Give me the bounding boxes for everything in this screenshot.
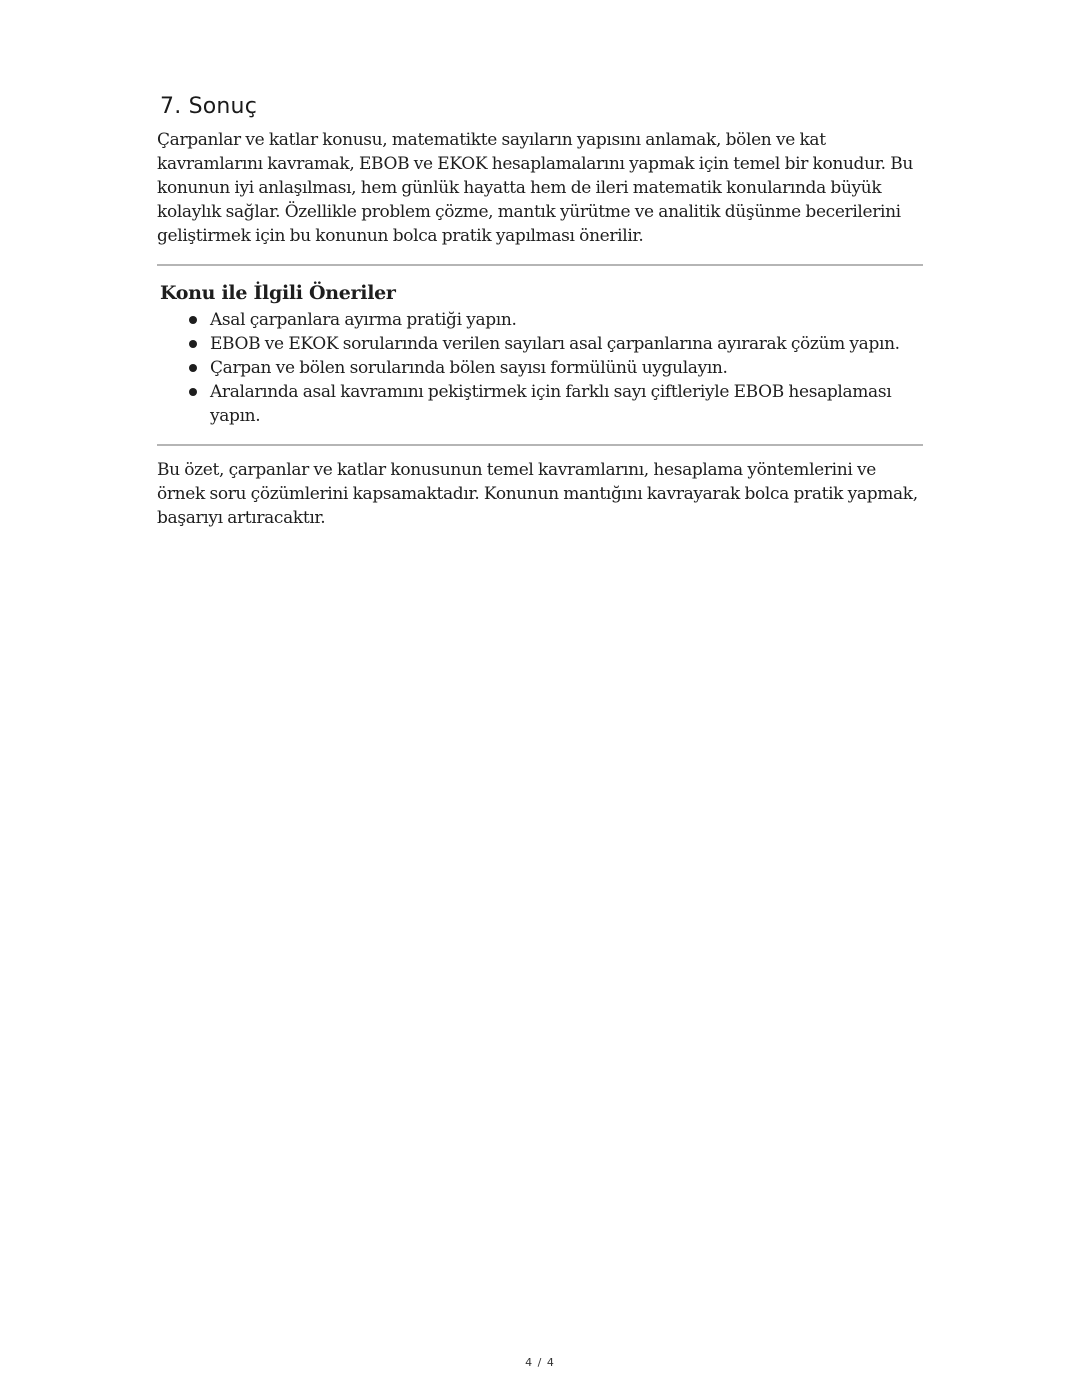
divider bbox=[157, 264, 923, 266]
bullet-icon bbox=[189, 316, 197, 324]
list-item-text: EBOB ve EKOK sorularında verilen sayıları asal çarpanlarına ayırarak çözüm yapın. bbox=[210, 334, 900, 354]
list-item bbox=[157, 356, 923, 380]
list-item bbox=[157, 308, 923, 332]
recommendations-list bbox=[157, 308, 923, 428]
list-item-text: Aralarında asal kavramını pekiştirmek için farklı sayı çiftleriyle EBOB hesaplaması yapın. bbox=[210, 382, 892, 426]
bullet-icon bbox=[189, 364, 197, 372]
list-item bbox=[157, 380, 923, 428]
document-page bbox=[157, 90, 923, 530]
page-number: 4 / 4 bbox=[525, 1356, 555, 1369]
bullet-icon bbox=[189, 388, 197, 396]
summary-paragraph: Bu özet, çarpanlar ve katlar konusunun temel kavramlarını, hesaplama yöntemlerini ve örnek soru çözümlerini kapsamaktadır. Konunun mantığını kavrayarak bolca pratik yapmak, başarıyı artıracaktır. bbox=[157, 460, 918, 528]
conclusion-paragraph: Çarpanlar ve katlar konusu, matematikte sayıların yapısını anlamak, bölen ve kat kavramlarını kavramak, EBOB ve EKOK hesaplamalarını yapmak için temel bir konudur. Bu konunun iyi anlaşılması, hem günlük hayatta hem de ileri matematik konularında büyük kolaylık sağlar. Özellikle problem çözme, mantık yürütme ve analitik düşünme becerilerini geliştirmek için bu konunun bolca pratik yapılması önerilir. bbox=[157, 130, 913, 246]
section-title: 7. Sonuç bbox=[160, 94, 257, 119]
recommendations-title: Konu ile İlgili Öneriler bbox=[160, 282, 396, 304]
list-item bbox=[157, 332, 923, 356]
list-item-text: Asal çarpanlara ayırma pratiği yapın. bbox=[210, 310, 517, 330]
bullet-icon bbox=[189, 340, 197, 348]
list-item-text: Çarpan ve bölen sorularında bölen sayısı formülünü uygulayın. bbox=[210, 358, 728, 378]
divider bbox=[157, 444, 923, 446]
